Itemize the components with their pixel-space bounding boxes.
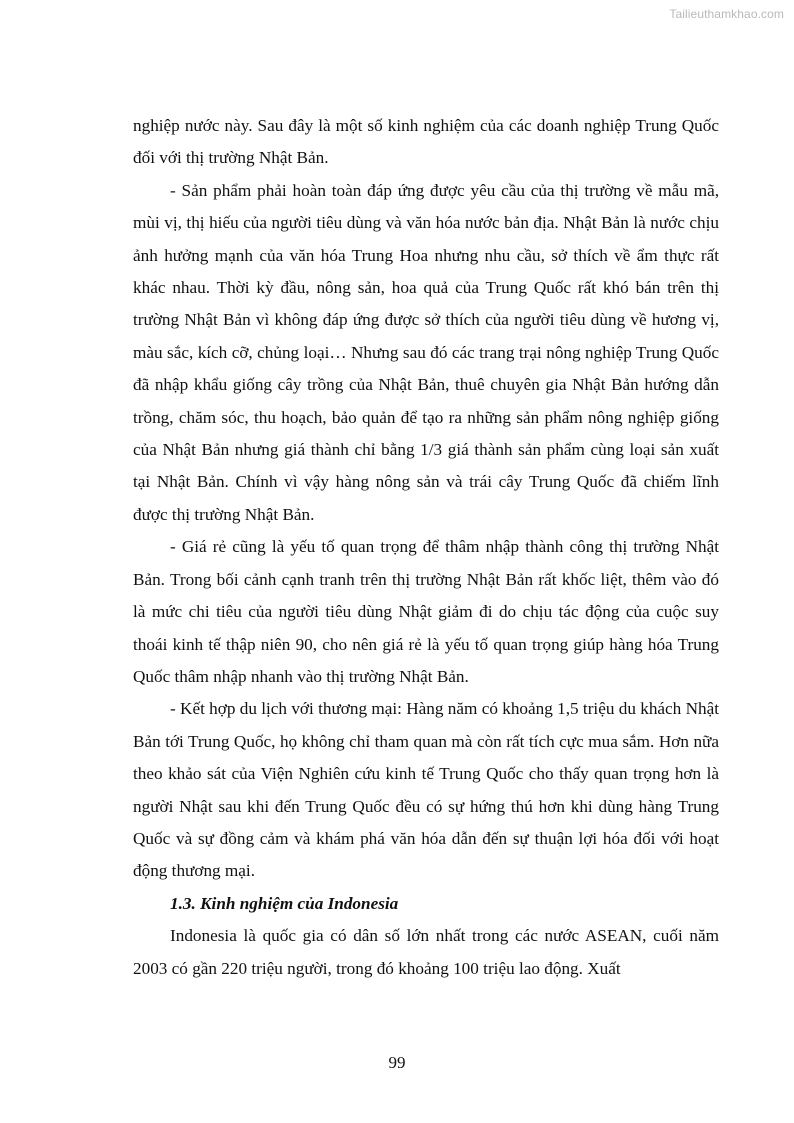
- paragraph-low-price: - Giá rẻ cũng là yếu tố quan trọng để thâm nhập thành công thị trường Nhật Bản. Trong bối cảnh cạnh tranh trên thị trường Nhật Bản rất khốc liệt, thêm vào đó là mức chi tiêu của người tiêu dùng Nhật giảm đi do chịu tác động của cuộc suy thoái kinh tế thập niên 90, cho nên giá rẻ là yếu tố quan trọng giúp hàng hóa Trung Quốc thâm nhập nhanh vào thị trường Nhật Bản.: [133, 537, 719, 686]
- paragraph-tourism-trade: - Kết hợp du lịch với thương mại: Hàng năm có khoảng 1,5 triệu du khách Nhật Bản tới Trung Quốc, họ không chỉ tham quan mà còn rất tích cực mua sắm. Hơn nữa theo khảo sát của Viện Nghiên cứu kinh tế Trung Quốc cho thấy quan trọng hơn là người Nhật sau khi đến Trung Quốc đều có sự hứng thú hơn khi dùng hàng Trung Quốc và sự đồng cảm và khám phá văn hóa dẫn đến sự thuận lợi hóa đối với hoạt động thương mại.: [133, 699, 719, 881]
- paragraph-indonesia: Indonesia là quốc gia có dân số lớn nhất trong các nước ASEAN, cuối năm 2003 có gần 220 triệu người, trong đó khoảng 100 triệu lao động. Xuất: [133, 926, 719, 978]
- watermark: Tailieuthamkhao.com: [669, 7, 784, 21]
- page-number: 99: [388, 1053, 406, 1072]
- section-heading: 1.3. Kinh nghiệm của Indonesia: [170, 893, 399, 913]
- paragraph-product-requirements: - Sản phẩm phải hoàn toàn đáp ứng được yêu cầu của thị trường về mẫu mã, mùi vị, thị hiếu của người tiêu dùng và văn hóa nước bản địa. Nhật Bản là nước chịu ảnh hưởng mạnh của văn hóa Trung Hoa nhưng nhu cầu, sở thích về ẩm thực rất khác nhau. Thời kỳ đầu, nông sản, hoa quả của Trung Quốc rất khó bán trên thị trường Nhật Bản vì không đáp ứng được sở thích của người tiêu dùng về hương vị, màu sắc, kích cỡ, chủng loại… Nhưng sau đó các trang trại nông nghiệp Trung Quốc đã nhập khẩu giống cây trồng của Nhật Bản, thuê chuyên gia Nhật Bản hướng dẫn trồng, chăm sóc, thu hoạch, bảo quản để tạo ra những sản phẩm nông nghiệp giống của Nhật Bản nhưng giá thành chỉ bằng 1/3 giá thành sản phẩm cùng loại sản xuất tại Nhật Bản. Chính vì vậy hàng nông sản và trái cây Trung Quốc đã chiếm lĩnh được thị trường Nhật Bản.: [133, 180, 719, 524]
- page-body: [133, 110, 719, 985]
- paragraph-intro: nghiệp nước này. Sau đây là một số kinh nghiệm của các doanh nghiệp Trung Quốc đối với thị trường Nhật Bản.: [133, 116, 719, 168]
